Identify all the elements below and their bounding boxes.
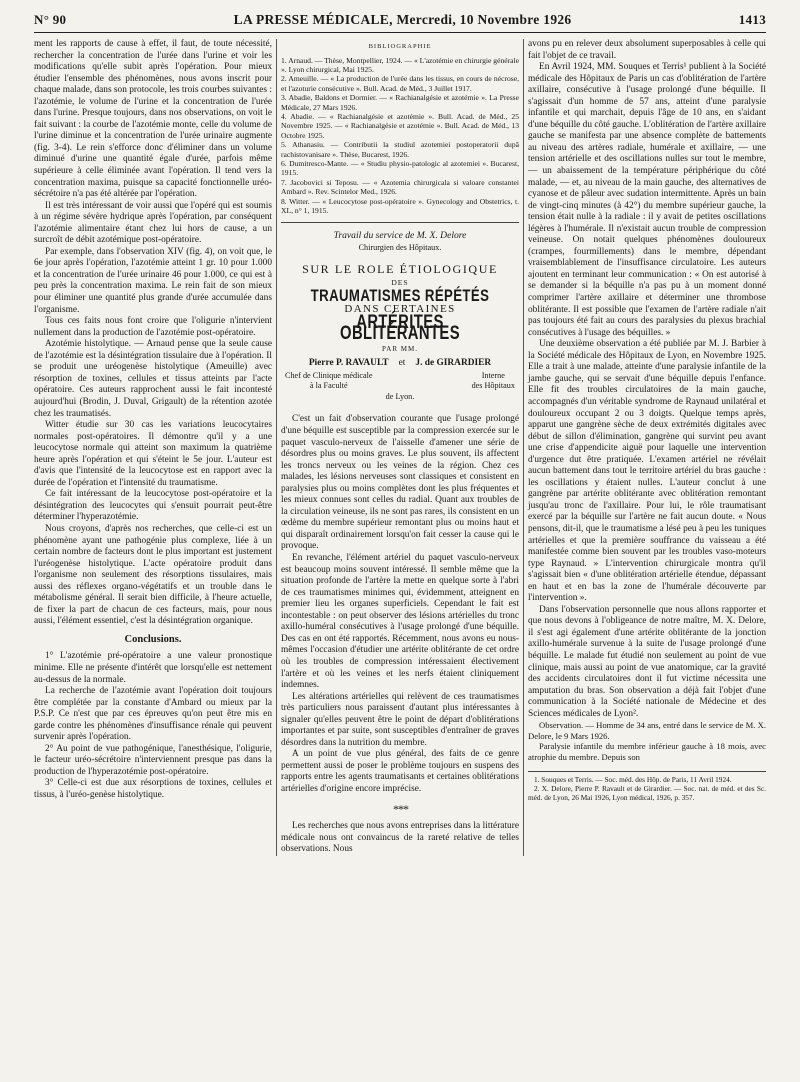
article-title-line-2: TRAUMATISMES RÉPÉTÉS <box>310 286 490 305</box>
column-divider <box>276 39 277 856</box>
column-2 <box>281 39 519 856</box>
section-rule <box>281 222 519 223</box>
column-divider <box>523 39 524 856</box>
footnotes <box>528 771 766 802</box>
conclusion-item: 1° L'azotémie pré-opératoire a une valeur pronostique minime. Elle ne présente d'intérêt que lorsqu'elle est nettement au-dessus de la normale. <box>34 651 272 685</box>
service-line: Travail du service de M. X. Delore <box>333 230 467 242</box>
paragraph: En Avril 1924, MM. Souques et Terris¹ publient à la Société médicale des Hôpitaux de Paris un cas d'oblitération de l'artère axillaire, consécutive à l'usage prolongé d'une béquille. Il s'agissait d'un homme de 57 ans, atteint d'une paralysie infantile et qui marchait, depuis l'âge de 10 ans, en s'aidant d'une béquille du côté gauche. L'oblitération de l'artère axillaire gauche se manifesta par une absence complète de battements au niveau des artères radiale, humérale et axillaire, — une tension artérielle et des oscillations nulles sur tout le membre, — un abaissement de la température périphérique du côté malade, — et, au niveau de la main gauche, des alternatives de cyanose et de pâleur avec sudation intermittente. Après un bain de vingt-cinq minutes (à 42°) du membre supérieur gauche, la tension était nulle à la radiale : il y avait de petites oscillations légères à l'humérale. Il n'existait aucun trouble de compression veineuse. On notait quelques phénomènes douloureux (crampes, fourmillements) dans le membre, dépendant vraisemblablement de l'insuffisance circulatoire. Les auteurs ajoutent en terminant leur communication : « On est autorisé à se demander si la béquille n'a pas pu à un moment donné comprimer l'artère axillaire et déterminer une thrombose oblitérante. Il est possible que l'examen de l'artère radiale n'ait pas toujours été fait au cours des paralysies du plexus brachial consécutives à l'usage des béquilles. » <box>528 62 766 338</box>
par-line: PAR MM. <box>382 344 418 353</box>
chirurgien-line: Chirurgien des Hôpitaux. <box>358 243 442 252</box>
affiliations <box>281 371 519 391</box>
conclusion-item: 2° Au point de vue pathogénique, l'anesthésique, l'oligurie, le facteur uréo-sécrétoire n'interviennent presque pas dans la production de l'hyperazotémie post-opératoire. <box>34 743 272 777</box>
bibliography-entry: 2. Ameuille. — « La production de l'urée dans les tissus, en cours de nécrose, et l'azoturie consécutive ». Bull. Acad. de Méd., 3 Juillet 1917. <box>281 74 519 93</box>
affiliation-line: à la Faculté <box>309 380 348 390</box>
bibliography-entry: 7. Jacobovici si Teposu. — « Azotemia chirurgicala si valoare constantei Ambard ». Rev. Scintelor Med., 1926. <box>281 177 519 197</box>
article-title-des: DES <box>391 278 409 288</box>
observation-paragraph: Paralysie infantile du membre inférieur gauche à 18 mois, avec atrophie du membre. Depuis son <box>528 741 766 763</box>
author-separator: et <box>398 358 406 369</box>
column-1 <box>34 39 272 856</box>
paragraph: Il est très intéressant de voir aussi que l'opéré qui est soumis à un régime sévère hydrique après l'opération, par conséquent l'azotémie alimentaire étant chez lui hors de cause, a un surcroît de débit azotémique post-opératoire. <box>34 200 272 246</box>
page-number: 1413 <box>738 12 766 27</box>
authors <box>281 358 519 370</box>
paragraph: Une deuxième observation a été publiée par M. J. Barbier à la Société médicale des Hôpitaux de Lyon, en Novembre 1925. Elle a trait à une malade, atteinte d'une paralysie infantile de la jambe gauche, qui se servait d'une béquille depuis l'enfance. Elle fit des troubles circulatoires de la main gauche, accompagnés d'un véritable syndrome de Raynaud unilatéral et douloureux occupant 2 ou 3 doigts. Quelque temps après, apparut une gangrène sèche de deux extrémités digitales avec début de sillon d'élimination, gangrène qui survint peu avant une crise d'appendicite aiguë pour laquelle une intervention d'urgence dut être pratiquée. L'examen artériel ne révélait aucun battement dans tout le territoire artériel du bras gauche : les oscillations y étaient nulles. L'auteur conclut à une gangrène par artérite oblitérante avec oblitération remontant jusqu'au tronc de l'axillaire. Pour lui, le rôle traumatisant exercé par la béquille sur l'artère ne fait aucun doute. « Nous pensons, dit-il, que le traumatisme a lésé peu à peu les tuniques artérielles et que la première souffrance du vaisseau a été manifestée comme bien souvent par les troubles vaso-moteurs type Raynaud. » L'intervention chirurgicale montra qu'il s'agissait bien « d'une oblitération artérielle étendue, dépassant en haut et en bas la zone de l'humérale découverte par l'intervention ». <box>528 339 766 604</box>
bibliography-entry: 3. Abadie, Baldons et Dormier. — « Rachianalgésie et azotémie ». La Presse Médicale, 27 Mars 1926. <box>281 93 519 112</box>
affiliation-line: Interne <box>481 370 505 380</box>
paragraph: Dans l'observation personnelle que nous allons rapporter et que nous devons à l'obligeance de notre maître, M. X. Delore, il s'est agi également d'une artérite oblitérante de la jonction axillo-humérale survenue à la suite de l'usage prolongé d'une béquille. Le malade fut étudié non seulement au point de vue clinique, mais aussi au point de vue anatomique, car la gravité des accidents circulatoires dont il fut victime nécessita une amputation du bras. Son observation a déjà fait l'objet d'une communication à la Société nationale de Médecine et des Sciences médicales de Lyon². <box>528 604 766 719</box>
author-girardier: J. de GIRARDIER <box>415 358 492 369</box>
paragraph: Nous croyons, d'après nos recherches, que celle-ci est un phénomène ayant une pathogénie plus complexe, liée à un certain nombre de facteurs dont le plus important est justement l'uréogenèse histolytique. L'acte opératoire produit dans l'organisme non seulement des résorptions tissulaires, mais aussi des réflexes organo-végétatifs et un trouble dans le métabolisme général. Il serait bien difficile, à l'heure actuelle, de fixer la part de chacun de ces facteurs, mais, pour nous aussi, l'élément essentiel, c'est la désintégration organique. <box>34 523 272 627</box>
affiliation-line: des Hôpitaux <box>471 380 515 390</box>
article-title-line-1: SUR LE ROLE ÉTIOLOGIQUE <box>302 261 498 276</box>
bibliography <box>281 56 519 216</box>
paragraph: Ce fait intéressant de la leucocytose post-opératoire et la désintégration des leucocytes qui s'ensuit pourrait peut-être déterminer l'hyperazotémie. <box>34 489 272 523</box>
paragraph: A un point de vue plus général, des faits de ce genre permettent aussi de poser le problème toujours en suspens des rapports entre les agents traumatisants et certaines oblitérations artérielles d'origine encore imprécise. <box>281 749 519 794</box>
journal-title: LA PRESSE MÉDICALE, Mercredi, 10 Novembre 1926 <box>233 12 572 27</box>
observation <box>528 720 766 762</box>
article-header <box>281 230 519 402</box>
section-stars: * * * <box>393 801 407 816</box>
bibliography-heading: BIBLIOGRAPHIE <box>368 43 432 50</box>
bibliography-entry: 1. Arnaud. — Thèse, Montpellier, 1924. — « L'azotémie en chirurgie générale ». Lyon chirurgical, Mai 1925. <box>281 55 519 74</box>
paragraph: C'est un fait d'observation courante que l'usage prolongé d'une béquille est susceptible par la compression exercée sur le paquet vasculo-nerveux de l'aisselle d'amener une série de désordres plus ou moins graves. Le plus souvent, ils affectent les troncs nerveux ou les veines de la région. Chez ces malades, les lésions nerveuses sont classiques et consistent en paralysies plus ou moins complètes dont les plus fréquentes et les mieux connues sont celles du radial. Quant aux troubles de la circulation veineuse, ils ne sont pas rares, ils consistent en un œdème du membre supérieur remontant plus ou moins haut et qui disparaît ordinairement lorsqu'on fait cesser la cause qui le provoque. <box>281 414 519 552</box>
conclusions-heading: Conclusions. <box>124 633 182 645</box>
affiliation-line: Chef de Clinique médicale <box>285 370 373 380</box>
observation-paragraph: Observation. — Homme de 34 ans, entré dans le service de M. X. Delore, le 9 Mars 1926. <box>528 720 766 741</box>
conclusion-item: La recherche de l'azotémie avant l'opération doit toujours être complétée par la constante d'Ambard ou mieux par la P.S.P. Ce n'est que par ces épreuves qu'on peut être mis en garde contre les phénomènes d'insuffisance rénale qui peuvent survenir après l'opération. <box>34 686 272 743</box>
paragraph: Witter étudie sur 30 cas les variations leucocytaires normales post-opératoires. Il démontre qu'il y a une leucocytose normale qui atteint son maximum la quatrième heure après l'opération et qui s'éteint le 5e jour. L'auteur est d'avis que l'intensité de la leucocytose est en rapport avec la durée de l'opération et l'intensité du traumatisme. <box>34 420 272 488</box>
paragraph: avons pu en relever deux absolument superposables à celle qui fait l'objet de ce travail. <box>528 39 766 61</box>
paragraph: Les recherches que nous avons entreprises dans la littérature médicale nous ont convaincus de la rareté relative de telles observations. Nous <box>281 821 519 855</box>
bibliography-entry: 6. Dumitresco-Mante. — « Studiu physio-patologic al azotemiei ». Bucarest, 1915. <box>281 159 519 178</box>
paragraph: En revanche, l'élément artériel du paquet vasculo-nerveux est beaucoup moins souvent intéressé. Il semble même que la situation profonde de l'artère la mette en quelque sorte à l'abri de ces traumatismes minimes qui, évidemment, atteignent en premier lieu les organes superficiels. Cependant le fait est incontestable : on peut observer des lésions artérielles du tronc axillo-huméral consécutives à l'usage prolongé d'une béquille. Des cas en ont été rapportés. Récemment, nous avons eu nous-mêmes l'occasion d'étudier une artérite oblitérante de cet ordre où les troubles de compression intéressaient électivement l'artère et où les veines et les nerfs étaient cliniquement indemnes. <box>281 553 519 691</box>
bibliography-entry: 8. Witter. — « Leucocytose post-opératoire ». Gynecology and Obstetrics, t. XL, n° 1, 1915. <box>281 196 519 216</box>
paragraph: Par exemple, dans l'observation XIV (fig. 4), on voit que, le 6e jour après l'opération, l'azotémie atteint 1 gr. 10 pour 1.000 et la concentration de l'urée urinaire 46 pour 1.000, ce qui est à peu près la concentration maxima. Le rein fait de son mieux pour éliminer une quantité plus grande d'urée accumulée dans l'organisme. <box>34 246 272 315</box>
page-header <box>34 12 766 33</box>
bibliography-entry: 4. Abadie. — « Rachianalgésie et azotémie ». Bull. Acad. de Méd., 25 Novembre 1925. — « Rachianalgésie et azotémie ». Bull. Acad. de Méd., 13 Octobre 1925. <box>281 111 519 140</box>
columns <box>34 39 766 856</box>
paragraph: Les altérations artérielles qui relèvent de ces traumatismes très particuliers nous paraissent d'autant plus intéressantes à signaler qu'elles peuvent être le point de départ d'oblitérations importantes et par suite, sont susceptibles d'entraîner de graves désordres dans la nutrition du membre. <box>281 691 519 748</box>
affiliation-ravault <box>285 371 373 391</box>
issue-number: N° 90 <box>34 12 67 27</box>
paragraph: Azotémie histolytique. — Arnaud pense que la seule cause de l'azotémie est la désintégration tissulaire due à l'opération. Il se produit une uréogenèse histolytique (Ameuille) avec résorption de toxines, cellules et tissus atteints par l'acte opératoire. Ces auteurs rapprochent aussi le fait incontesté aujourd'hui (Brodin, J. Duval, Grigault) de la rétention azotée chez les traumatisés. <box>34 339 272 419</box>
author-ravault: Pierre P. RAVAULT <box>308 358 389 369</box>
column-3 <box>528 39 766 856</box>
paragraph: Tous ces faits nous font croire que l'oligurie n'intervient nullement dans la production de l'azotémie post-opératoire. <box>34 316 272 338</box>
affiliation-girardier <box>472 371 515 391</box>
article-title-line-4: ARTÉRITES OBLITÉRANTES <box>340 311 460 345</box>
article-title-line-3: DANS CERTAINES <box>344 303 456 316</box>
city-line: de Lyon. <box>385 391 415 401</box>
footnote: 1. Souques et Terris. — Soc. méd. des Hôp. de Paris, 11 Avril 1924. <box>534 774 732 784</box>
bibliography-entry: 5. Athanasiu. — Contributii la studiul azotemiei postoperatorii după rachistovanisare ». Thèse, Bucarest, 1926. <box>281 140 519 159</box>
conclusion-item: 3° Celle-ci est due aux résorptions de toxines, cellules et tissus, à l'uréo-genèse histolytique. <box>34 778 272 800</box>
paragraph: ment les rapports de cause à effet, il faut, de toute nécessité, rechercher la concentration de l'urée dans l'urine et voir les modifications qu'elle subit après l'opération. Pour mieux étudier l'ensemble des phénomènes, nous avons inscrit pour chaque malade, dans son protocole, les trois courbes suivantes : l'azotémie, le volume de l'urine et la concentration de l'urée dans l'urine. Presque toujours, dans nos observations, on voit le fait suivant : la courbe de l'azotémie monte, celle du volume de l'urine diminue et la concentration de l'urée urinaire augmente (fig. 3-4). Le rein s'efforce donc d'éliminer dans un volume diminué d'urine une quantité égale d'urée, parfois même supérieure à celle éliminée avant l'opération. Il tend vers la concentration maxima, puisque sa capacité fonctionnelle uréo-sécrétoire n'a pas été altérée par l'opération. <box>34 39 272 200</box>
footnote: 2. X. Delore, Pierre P. Ravault et de Girardier. — Soc. nat. de méd. et des Sc. méd. de Lyon, 26 Mai 1926, Lyon médical, 1926, p. 357. <box>528 783 766 802</box>
